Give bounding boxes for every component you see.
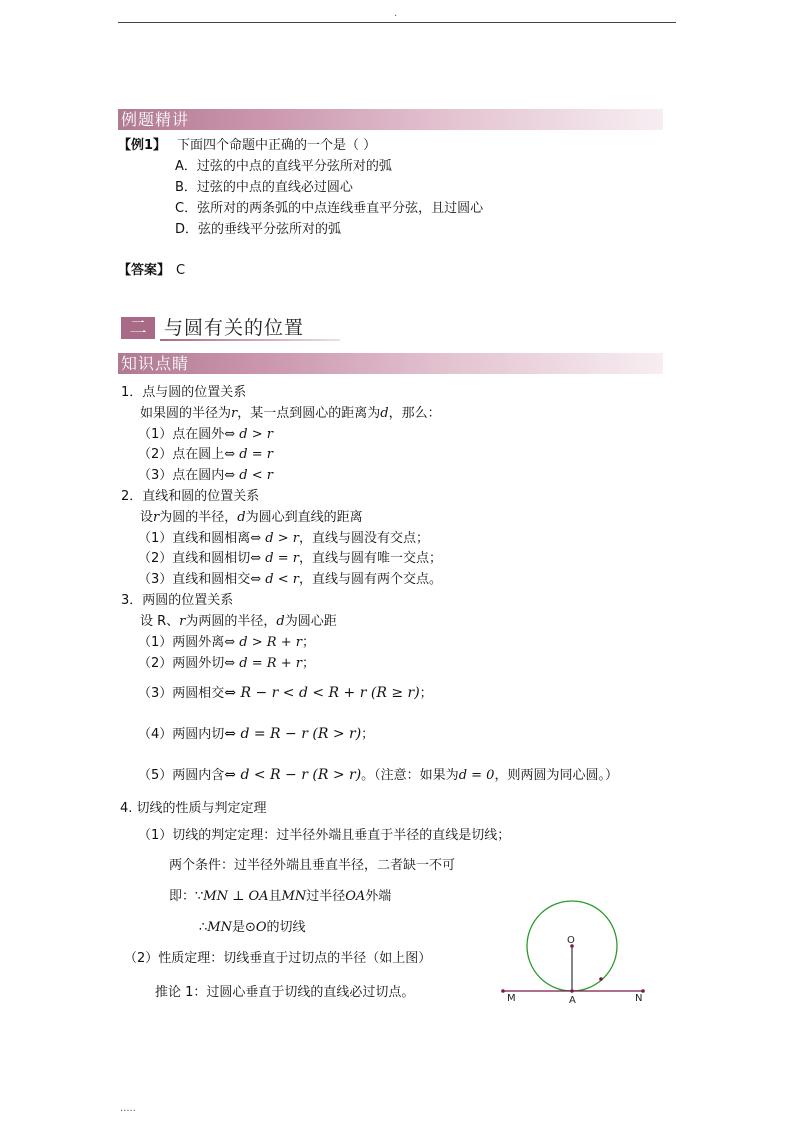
figure-point-m <box>501 989 505 993</box>
figure-point-a <box>570 989 574 993</box>
p2-intro-b: 为圆的半径， <box>159 510 238 525</box>
p3-item-4 <box>138 725 374 744</box>
p1-item-1-math: ⇔ d > r <box>224 427 273 442</box>
p2-title: 2．直线和圆的位置关系 <box>121 489 260 504</box>
p2-intro-r: r <box>153 510 160 525</box>
p1-item-2-label: （2）点在圆上 <box>138 447 225 462</box>
p2-item-1-math: ⇔ d > r <box>250 531 299 546</box>
page-header-rule <box>118 22 676 23</box>
p3-intro-c: 为圆心距 <box>284 614 337 629</box>
p1-item-3-math: ⇔ d < r <box>224 468 273 483</box>
p1-item-1 <box>138 426 273 444</box>
knowledge-header-bar <box>118 353 663 374</box>
p3-item-3-label: （3）两圆相交 <box>138 686 225 701</box>
p3-item-2-tail: ； <box>301 656 315 671</box>
p4-line-2: 两个条件：过半径外端且垂直半径，二者缺一不可 <box>169 858 456 873</box>
p3-item-3-math: ⇔ R − r < d < R + r (R ≥ r) <box>224 685 420 701</box>
p1-intro <box>140 405 441 423</box>
p2-item-2 <box>138 550 442 568</box>
p4-line-3-m3: OA <box>345 889 366 904</box>
p1-item-2-math: ⇔ d = r <box>224 447 273 462</box>
p1-item-2 <box>138 446 273 464</box>
p4-line-6: 推论 1：过圆心垂直于切线的直线必过切点。 <box>155 985 415 1000</box>
p3-intro-a: 设 R、 <box>140 614 180 629</box>
p2-item-3-tail: ，直线与圆有两个交点。 <box>299 572 443 587</box>
p4-title: 4. 切线的性质与判定定理 <box>120 801 267 816</box>
p2-item-3-math: ⇔ d < r <box>250 572 299 587</box>
section-title: 与圆有关的位置 <box>164 317 305 339</box>
p1-item-1-label: （1）点在圆外 <box>138 427 225 442</box>
p3-item-5-tail2: ，则两圆为同心圆。） <box>494 768 618 783</box>
page-header-dot: . <box>394 8 398 19</box>
p2-item-3-label: （3）直线和圆相交 <box>138 572 251 587</box>
example-option-d: D．弦的垂线平分弦所对的弧 <box>175 222 342 237</box>
p3-item-4-tail: ； <box>361 727 375 742</box>
p2-item-2-tail: ，直线与圆有唯一交点； <box>299 551 443 566</box>
p4-line-4 <box>199 919 306 937</box>
p3-item-5-tail: 。（注意：如果为 <box>361 768 459 783</box>
figure-label-n: N <box>635 993 643 1004</box>
page-footer-dots: ..... <box>120 1103 136 1114</box>
p1-intro-r: r <box>231 406 238 421</box>
p2-item-3 <box>138 571 442 589</box>
p3-intro <box>140 613 337 631</box>
p3-item-1-label: （1）两圆外离 <box>138 635 225 650</box>
p1-title: 1．点与圆的位置关系 <box>121 385 247 400</box>
figure-point-arc <box>599 977 603 981</box>
p3-intro-r: r <box>179 614 186 629</box>
p4-line-3-m1: MN ⊥ OA <box>203 889 269 904</box>
example-header-bar <box>118 109 663 130</box>
p4-line-3-d: 外端 <box>365 889 392 904</box>
p3-item-2-label: （2）两圆外切 <box>138 656 225 671</box>
p3-intro-d: d <box>276 614 285 629</box>
p4-line-3-b: 且 <box>268 889 282 904</box>
figure-label-a: A <box>569 995 576 1006</box>
p3-item-3-tail: ； <box>419 686 433 701</box>
p3-item-2-math: ⇔ d = R + r <box>224 656 302 671</box>
p2-item-1-tail: ，直线与圆没有交点； <box>299 531 430 546</box>
p4-line-3-a: 即：∵ <box>169 889 204 904</box>
p2-item-1 <box>138 530 429 548</box>
example-question: 下面四个命题中正确的一个是（ ） <box>177 138 377 153</box>
p4-line-4-m2: O <box>255 920 267 935</box>
p4-line-4-a: ∴ <box>199 920 208 935</box>
p3-item-1-math: ⇔ d > R + r <box>224 635 302 650</box>
p2-intro <box>140 509 363 527</box>
p3-item-5 <box>138 766 618 785</box>
p3-item-5-math: ⇔ d < R − r (R > r) <box>224 767 362 783</box>
p3-item-1-tail: ； <box>301 635 315 650</box>
example-option-a: A．过弦的中点的直线平分弦所对的弧 <box>175 159 392 174</box>
p3-item-1 <box>138 634 315 652</box>
p4-line-4-c: 的切线 <box>266 920 306 935</box>
knowledge-header-text: 知识点睛 <box>121 354 190 373</box>
p4-line-1: （1）切线的判定定理：过半径外端且垂直于半径的直线是切线； <box>138 828 511 843</box>
p2-item-2-math: ⇔ d = r <box>250 551 299 566</box>
example-header-text: 例题精讲 <box>121 110 190 129</box>
p3-intro-b: 为两圆的半径， <box>185 614 277 629</box>
section-number-box: 二 <box>121 317 155 339</box>
tangent-figure <box>495 895 655 1010</box>
p3-item-5-math2: d = 0 <box>458 768 495 783</box>
example-option-c: C．弦所对的两条弧的中点连线垂直平分弦，且过圆心 <box>175 201 484 216</box>
example-label: 【例1】 <box>118 138 167 153</box>
answer-value: C <box>176 263 186 278</box>
figure-label-m: M <box>507 993 516 1004</box>
p4-line-3 <box>169 888 391 906</box>
p2-intro-d: d <box>237 510 246 525</box>
p1-intro-d: d <box>380 406 389 421</box>
p3-item-5-label: （5）两圆内含 <box>138 768 225 783</box>
p1-item-3 <box>138 467 273 485</box>
section-title-underline <box>160 339 340 341</box>
p4-line-3-c: 过半径 <box>306 889 346 904</box>
p3-item-3 <box>138 684 433 703</box>
p2-item-1-label: （1）直线和圆相离 <box>138 531 251 546</box>
p1-intro-b: ，某一点到圆心的距离为 <box>237 406 381 421</box>
p4-line-5: （2）性质定理：切线垂直于过切点的半径（如上图） <box>124 951 432 966</box>
p2-intro-c: 为圆心到直线的距离 <box>245 510 363 525</box>
example-option-b: B．过弦的中点的直线必过圆心 <box>175 180 353 195</box>
p2-item-2-label: （2）直线和圆相切 <box>138 551 251 566</box>
p4-line-4-b: 是⊙ <box>231 920 256 935</box>
p4-line-4-m1: MN <box>207 920 232 935</box>
p2-intro-a: 设 <box>140 510 154 525</box>
p3-item-4-math: ⇔ d = R − r (R > r) <box>224 726 362 742</box>
p4-line-3-m2: MN <box>281 889 307 904</box>
p3-title: 3．两圆的位置关系 <box>121 593 234 608</box>
p3-item-4-label: （4）两圆内切 <box>138 727 225 742</box>
p1-item-3-label: （3）点在圆内 <box>138 468 225 483</box>
figure-label-o: O <box>567 935 575 946</box>
p1-intro-a: 如果圆的半径为 <box>140 406 232 421</box>
p1-intro-c: ，那么： <box>388 406 441 421</box>
answer-label: 【答案】 <box>118 263 171 278</box>
p3-item-2 <box>138 655 315 673</box>
